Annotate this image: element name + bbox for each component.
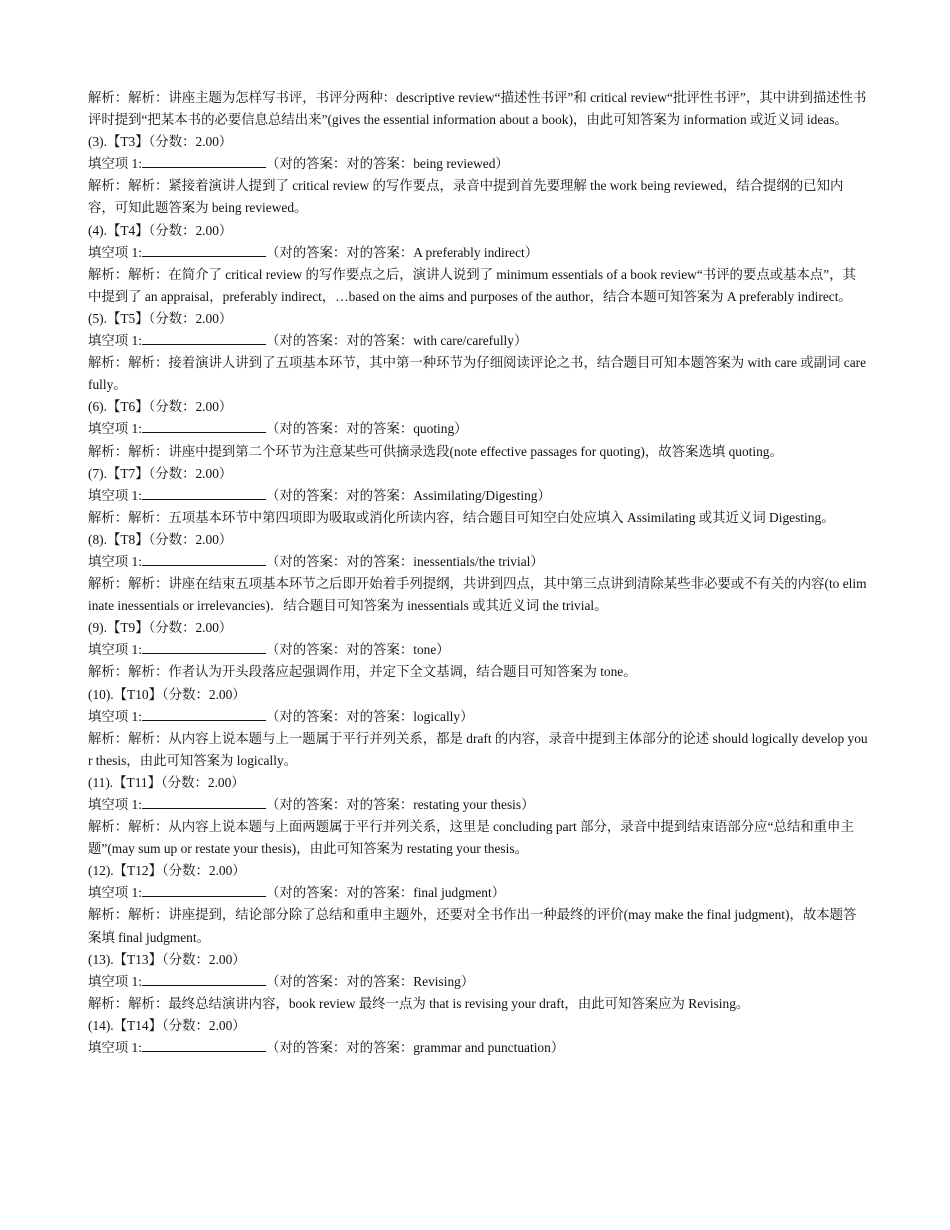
question-block — [88, 860, 868, 948]
question-header: (5).【T5】（分数：2.00） — [88, 310, 233, 326]
answer-blank — [142, 971, 266, 986]
answer-blank — [142, 706, 266, 721]
explanation-text: 解析：解析：五项基本环节中第四项即为吸取或消化所读内容，结合题目可知空白处应填入 Assimilating 或其近义词 Digesting。 — [88, 509, 835, 525]
fill-in-row — [88, 330, 868, 352]
explanation-text: 解析：解析：接着演讲人讲到了五项基本环节，其中第一种环节为仔细阅读评论之书，结合题目可知本题答案为 with care 或副词 carefully。 — [88, 355, 867, 393]
correct-answer: （对的答案：对的答案：Revising） — [265, 973, 475, 989]
question-block — [88, 772, 868, 860]
answer-blank — [142, 551, 266, 566]
question-block — [88, 949, 868, 1015]
question-header: (12).【T12】（分数：2.00） — [88, 863, 246, 879]
question-header: (13).【T13】（分数：2.00） — [88, 951, 246, 967]
answer-blank — [142, 242, 266, 257]
answer-blank — [142, 1037, 266, 1052]
fill-in-row — [88, 794, 868, 816]
question-block — [88, 617, 868, 683]
question-block — [88, 220, 868, 308]
explanation-text: 解析：解析：讲座在结束五项基本环节之后即开始着手列提纲，共讲到四点，其中第三点讲到清除某些非必要或不有关的内容(to eliminate inessentials or irrelevancies)．结合题目可知答案为 inessentials 或其近义词 the trivial。 — [88, 576, 867, 614]
explanation-text: 解析：解析：讲座中提到第二个环节为注意某些可供摘录选段(note effective passages for quoting)，故答案选填 quoting。 — [88, 443, 783, 459]
answer-blank — [142, 485, 266, 500]
question-header: (4).【T4】（分数：2.00） — [88, 222, 233, 238]
explanation-text: 解析：解析：作者认为开头段落应起强调作用，并定下全文基调，结合题目可知答案为 tone。 — [88, 664, 637, 680]
question-header: (10).【T10】（分数：2.00） — [88, 686, 246, 702]
correct-answer: （对的答案：对的答案：final judgment） — [265, 885, 506, 901]
fill-in-row — [88, 242, 868, 264]
fill-in-row — [88, 153, 868, 175]
correct-answer: （对的答案：对的答案：grammar and punctuation） — [265, 1040, 565, 1056]
answer-blank — [142, 794, 266, 809]
explanation-text: 解析：解析：最终总结演讲内容，book review 最终一点为 that is revising your draft，由此可知答案应为 Revising。 — [88, 995, 750, 1011]
correct-answer: （对的答案：对的答案：logically） — [265, 708, 474, 724]
question-header: (3).【T3】（分数：2.00） — [88, 134, 233, 150]
question-block — [88, 396, 868, 462]
question-list — [88, 131, 868, 1059]
question-header: (8).【T8】（分数：2.00） — [88, 531, 233, 547]
answer-blank — [142, 639, 266, 654]
fill-in-row — [88, 882, 868, 904]
answer-blank — [142, 330, 266, 345]
correct-answer: （对的答案：对的答案：inessentials/the trivial） — [265, 553, 544, 569]
explanation-text: 解析：解析：从内容上说本题与上面两题属于平行并列关系，这里是 concluding part 部分，录音中提到结束语部分应“总结和重申主题”(may sum up or restate your thesis)，由此可知答案为 restating your thesis。 — [88, 819, 854, 857]
fill-in-label: 填空项 1: — [88, 333, 142, 349]
question-header: (14).【T14】（分数：2.00） — [88, 1017, 246, 1033]
fill-in-row — [88, 418, 868, 440]
answer-blank — [142, 418, 266, 433]
fill-in-label: 填空项 1: — [88, 797, 142, 812]
fill-in-label: 填空项 1: — [88, 553, 142, 569]
fill-in-row — [88, 551, 868, 573]
fill-in-row — [88, 971, 868, 993]
fill-in-label: 填空项 1: — [88, 421, 142, 437]
correct-answer: （对的答案：对的答案：tone） — [265, 642, 450, 658]
fill-in-label: 填空项 1: — [88, 885, 142, 901]
explanation-text: 解析：解析：在简介了 critical review 的写作要点之后，演讲人说到了 minimum essentials of a book review“书评的要点或基本点”，其中提到了 an appraisal，preferably indirect，…based on the aims and purposes of the author，结合本题可知答案为 A preferably indirect。 — [88, 266, 856, 304]
answer-blank — [142, 153, 266, 168]
correct-answer: （对的答案：对的答案：quoting） — [265, 421, 468, 437]
question-block — [88, 684, 868, 772]
correct-answer: （对的答案：对的答案：A preferably indirect） — [265, 244, 539, 260]
fill-in-label: 填空项 1: — [88, 1040, 142, 1056]
correct-answer: （对的答案：对的答案：being reviewed） — [265, 156, 509, 172]
question-block — [88, 131, 868, 219]
question-header: (11).【T11】（分数：2.00） — [88, 774, 245, 790]
correct-answer: （对的答案：对的答案：with care/carefully） — [265, 333, 528, 349]
correct-answer: （对的答案：对的答案：Assimilating/Digesting） — [265, 487, 551, 503]
question-block — [88, 1015, 868, 1059]
fill-in-row — [88, 639, 868, 661]
fill-in-row — [88, 706, 868, 728]
document-page — [88, 87, 868, 1059]
fill-in-label: 填空项 1: — [88, 642, 142, 658]
question-header: (6).【T6】（分数：2.00） — [88, 399, 233, 415]
explanation-text: 解析：解析：讲座提到，结论部分除了总结和重申主题外，还要对全书作出一种最终的评价(may make the final judgment)，故本题答案填 final judgment。 — [88, 907, 857, 945]
fill-in-row — [88, 485, 868, 507]
fill-in-label: 填空项 1: — [88, 487, 142, 503]
explanation-text: 解析：解析：讲座主题为怎样写书评，书评分两种：descriptive review“描述性书评”和 critical review“批评性书评”，其中讲到描述性书评时提到“把某本书的必要信息总结出来”(gives the essential information about a book)，由此可知答案为 information 或近义词 ideas。 — [88, 90, 867, 128]
explanation-text: 解析：解析：从内容上说本题与上一题属于平行并列关系，都是 draft 的内容，录音中提到主体部分的论述 should logically develop your thesis，由此可知答案为 logically。 — [88, 730, 868, 768]
fill-in-row — [88, 1037, 868, 1059]
fill-in-label: 填空项 1: — [88, 244, 142, 260]
question-header: (9).【T9】（分数：2.00） — [88, 620, 233, 636]
answer-blank — [142, 882, 266, 897]
correct-answer: （对的答案：对的答案：restating your thesis） — [265, 797, 535, 812]
fill-in-label: 填空项 1: — [88, 973, 142, 989]
question-block — [88, 529, 868, 617]
fill-in-label: 填空项 1: — [88, 708, 142, 724]
question-header: (7).【T7】（分数：2.00） — [88, 465, 233, 481]
question-block — [88, 308, 868, 396]
explanation-text: 解析：解析：紧接着演讲人提到了 critical review 的写作要点，录音中提到首先要理解 the work being reviewed，结合提纲的已知内容，可知此题答案为 being reviewed。 — [88, 178, 844, 216]
question-block — [88, 463, 868, 529]
fill-in-label: 填空项 1: — [88, 156, 142, 172]
